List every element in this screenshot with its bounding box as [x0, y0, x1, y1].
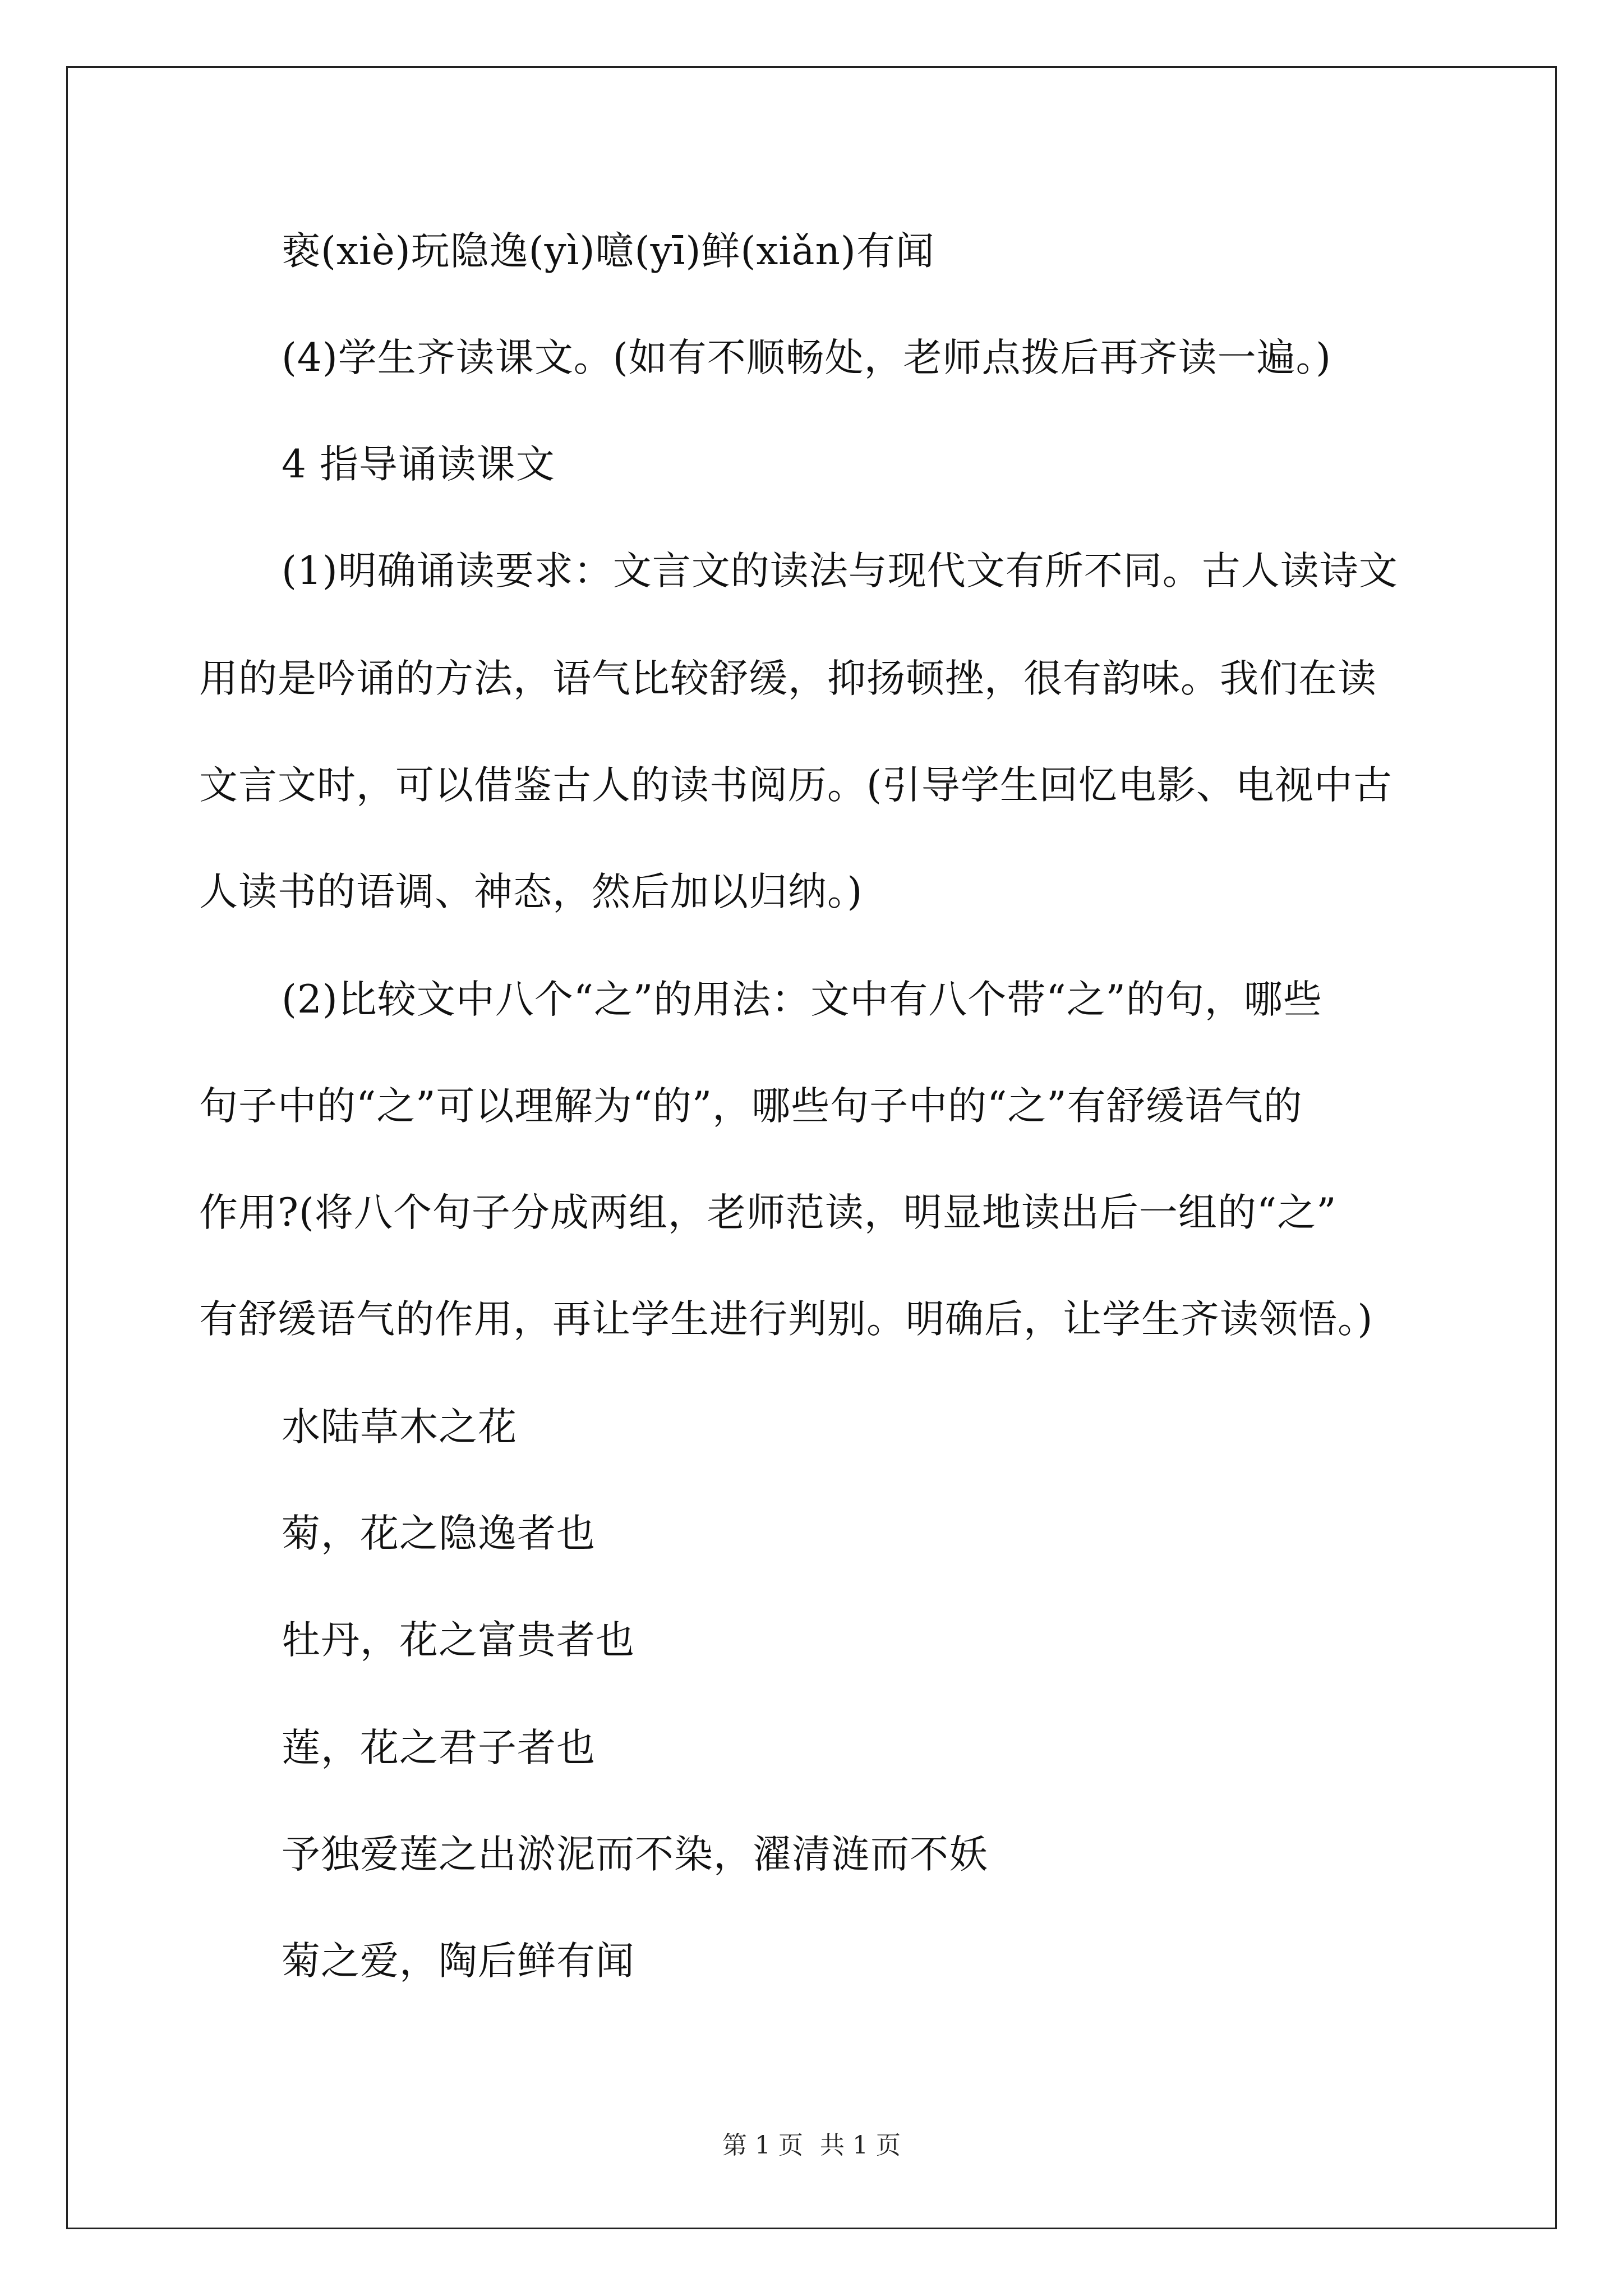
text-line: 莲，花之君子者也: [282, 1726, 596, 1770]
page-footer: [0, 2129, 1623, 2162]
text-line: (1)明确诵读要求：文言文的读法与现代文有所不同。古人读诗文: [282, 549, 1398, 593]
text-line: 作用?(将八个句子分成两组，老师范读，明显地读出后一组的“之”: [199, 1190, 1337, 1235]
text-line: 水陆草木之花: [282, 1405, 517, 1450]
page-total: 共 1 页: [820, 2131, 901, 2160]
text-line: 文言文时，可以借鉴古人的读书阅历。(引导学生回忆电影、电视中古: [199, 763, 1393, 808]
text-line: 人读书的语调、神态，然后加以归纳。): [199, 869, 863, 914]
text-line: 菊之爱，陶后鲜有闻: [282, 1939, 635, 1984]
page-number: 第 1 页: [722, 2131, 803, 2160]
text-line: 予独爱莲之出淤泥而不染，濯清涟而不妖: [282, 1832, 988, 1877]
text-line: 牡丹，花之富贵者也: [282, 1618, 635, 1663]
text-line: (4)学生齐读课文。(如有不顺畅处，老师点拨后再齐读一遍。): [282, 335, 1332, 380]
text-line: 菊，花之隐逸者也: [282, 1511, 596, 1556]
text-line: 亵(xiè)玩隐逸(yì)噫(yī)鲜(xiǎn)有闻: [282, 229, 935, 274]
text-line: 有舒缓语气的作用，再让学生进行判别。明确后，让学生齐读领悟。): [199, 1297, 1373, 1342]
text-line: 4 指导诵读课文: [282, 442, 555, 487]
text-line: 用的是吟诵的方法，语气比较舒缓，抑扬顿挫，很有韵味。我们在读: [199, 656, 1377, 701]
text-line: 句子中的“之”可以理解为“的”，哪些句子中的“之”有舒缓语气的: [199, 1084, 1303, 1129]
text-line: (2)比较文中八个“之”的用法：文中有八个带“之”的句，哪些: [282, 977, 1322, 1022]
page-border: [66, 66, 1557, 2229]
